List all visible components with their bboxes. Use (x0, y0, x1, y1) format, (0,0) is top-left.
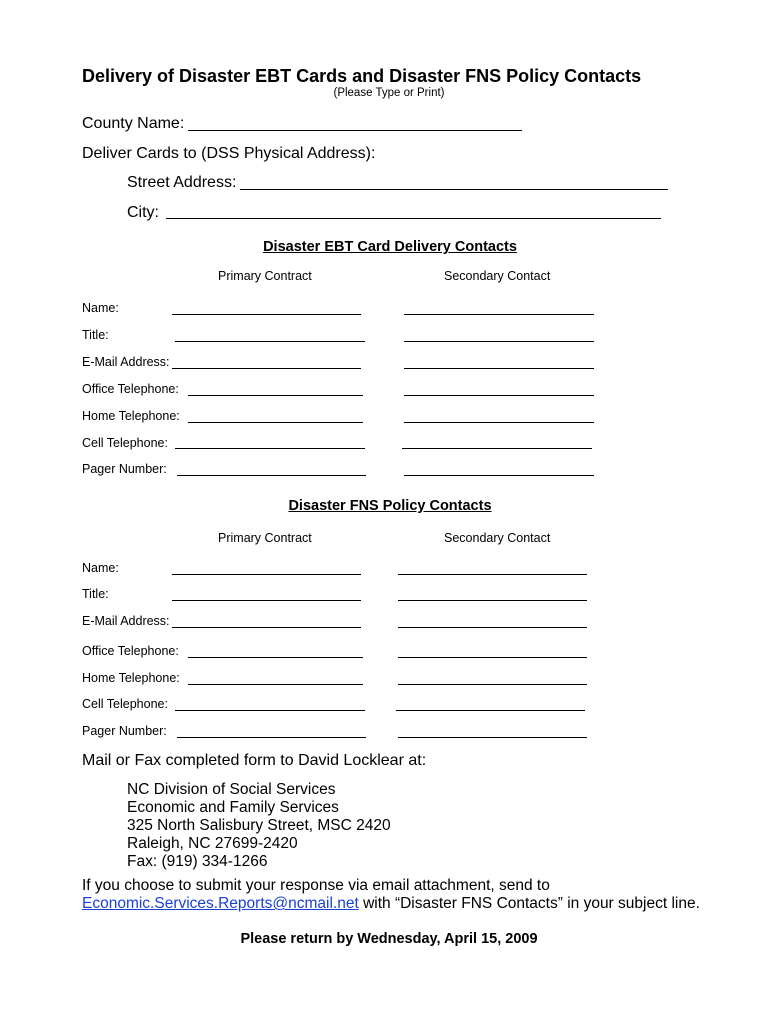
ebt-secondary-header: Secondary Contact (444, 269, 551, 283)
email-instructions-line2 (82, 895, 700, 913)
ebt-secondary-name-field[interactable] (404, 314, 594, 315)
ebt-secondary-pager-field[interactable] (404, 475, 594, 476)
fns-secondary-cell-phone-field[interactable] (396, 710, 585, 711)
ebt-secondary-home-phone-field[interactable] (404, 422, 594, 423)
ebt-section-heading: Disaster EBT Card Delivery Contacts (263, 239, 517, 255)
ebt-primary-office-phone-field[interactable] (188, 395, 363, 396)
fns-secondary-header: Secondary Contact (444, 531, 551, 545)
fns-cell-phone-label: Cell Telephone: (82, 697, 168, 711)
ebt-primary-name-field[interactable] (172, 314, 361, 315)
fns-secondary-pager-field[interactable] (398, 737, 587, 738)
fns-name-label: Name: (82, 561, 119, 575)
city-field[interactable] (166, 218, 661, 219)
ebt-cell-phone-label: Cell Telephone: (82, 436, 168, 450)
fns-secondary-home-phone-field[interactable] (398, 684, 587, 685)
ebt-primary-cell-phone-field[interactable] (175, 448, 365, 449)
county-name-field[interactable] (188, 130, 522, 131)
fns-office-phone-label: Office Telephone: (82, 644, 179, 658)
fax-number: Fax: (919) 334-1266 (127, 853, 268, 870)
fns-primary-office-phone-field[interactable] (188, 657, 363, 658)
county-name-label: County Name: (82, 115, 185, 132)
fns-primary-home-phone-field[interactable] (188, 684, 363, 685)
street-address-field[interactable] (240, 189, 668, 190)
mailing-address (127, 781, 391, 871)
fns-title-label: Title: (82, 587, 109, 601)
fns-primary-title-field[interactable] (172, 600, 361, 601)
fns-section-heading: Disaster FNS Policy Contacts (288, 498, 492, 514)
ebt-secondary-office-phone-field[interactable] (404, 395, 594, 396)
ebt-secondary-cell-phone-field[interactable] (402, 448, 592, 449)
ebt-pager-label: Pager Number: (82, 462, 167, 476)
fns-secondary-office-phone-field[interactable] (398, 657, 587, 658)
fns-secondary-email-field[interactable] (398, 627, 587, 628)
fns-home-phone-label: Home Telephone: (82, 671, 180, 685)
form-subtitle: (Please Type or Print) (333, 87, 445, 99)
ebt-secondary-title-field[interactable] (404, 341, 594, 342)
ebt-email-label: E-Mail Address: (82, 355, 170, 369)
fns-pager-label: Pager Number: (82, 724, 167, 738)
fns-primary-header: Primary Contract (218, 531, 312, 545)
ebt-primary-email-field[interactable] (172, 368, 361, 369)
city-label: City: (127, 204, 159, 221)
address-line: 325 North Salisbury Street, MSC 2420 (127, 817, 391, 834)
fns-primary-name-field[interactable] (172, 574, 361, 575)
street-address-label: Street Address: (127, 174, 237, 191)
address-line: Raleigh, NC 27699-2420 (127, 835, 298, 852)
email-instructions (82, 877, 700, 913)
email-subject-note: with “Disaster FNS Contacts” in your subject line. (358, 895, 700, 912)
fns-secondary-name-field[interactable] (398, 574, 587, 575)
fns-primary-cell-phone-field[interactable] (175, 710, 365, 711)
ebt-primary-pager-field[interactable] (177, 475, 366, 476)
mail-instructions: Mail or Fax completed form to David Locklear at: (82, 752, 427, 769)
email-instructions-line1: If you choose to submit your response via email attachment, send to (82, 877, 550, 894)
ebt-title-label: Title: (82, 328, 109, 342)
return-deadline: Please return by Wednesday, April 15, 2009 (240, 931, 538, 947)
email-link[interactable]: Economic.Services.Reports@ncmail.net (82, 895, 359, 912)
fns-secondary-title-field[interactable] (398, 600, 587, 601)
fns-primary-pager-field[interactable] (177, 737, 366, 738)
ebt-primary-header: Primary Contract (218, 269, 312, 283)
form-title: Delivery of Disaster EBT Cards and Disaster FNS Policy Contacts (82, 66, 642, 86)
ebt-office-phone-label: Office Telephone: (82, 382, 179, 396)
ebt-secondary-email-field[interactable] (404, 368, 594, 369)
fns-email-label: E-Mail Address: (82, 614, 170, 628)
ebt-primary-home-phone-field[interactable] (188, 422, 363, 423)
address-line: NC Division of Social Services (127, 781, 336, 798)
ebt-primary-title-field[interactable] (175, 341, 365, 342)
ebt-home-phone-label: Home Telephone: (82, 409, 180, 423)
ebt-name-label: Name: (82, 301, 119, 315)
fns-primary-email-field[interactable] (172, 627, 361, 628)
address-line: Economic and Family Services (127, 799, 339, 816)
deliver-cards-label: Deliver Cards to (DSS Physical Address): (82, 145, 376, 162)
